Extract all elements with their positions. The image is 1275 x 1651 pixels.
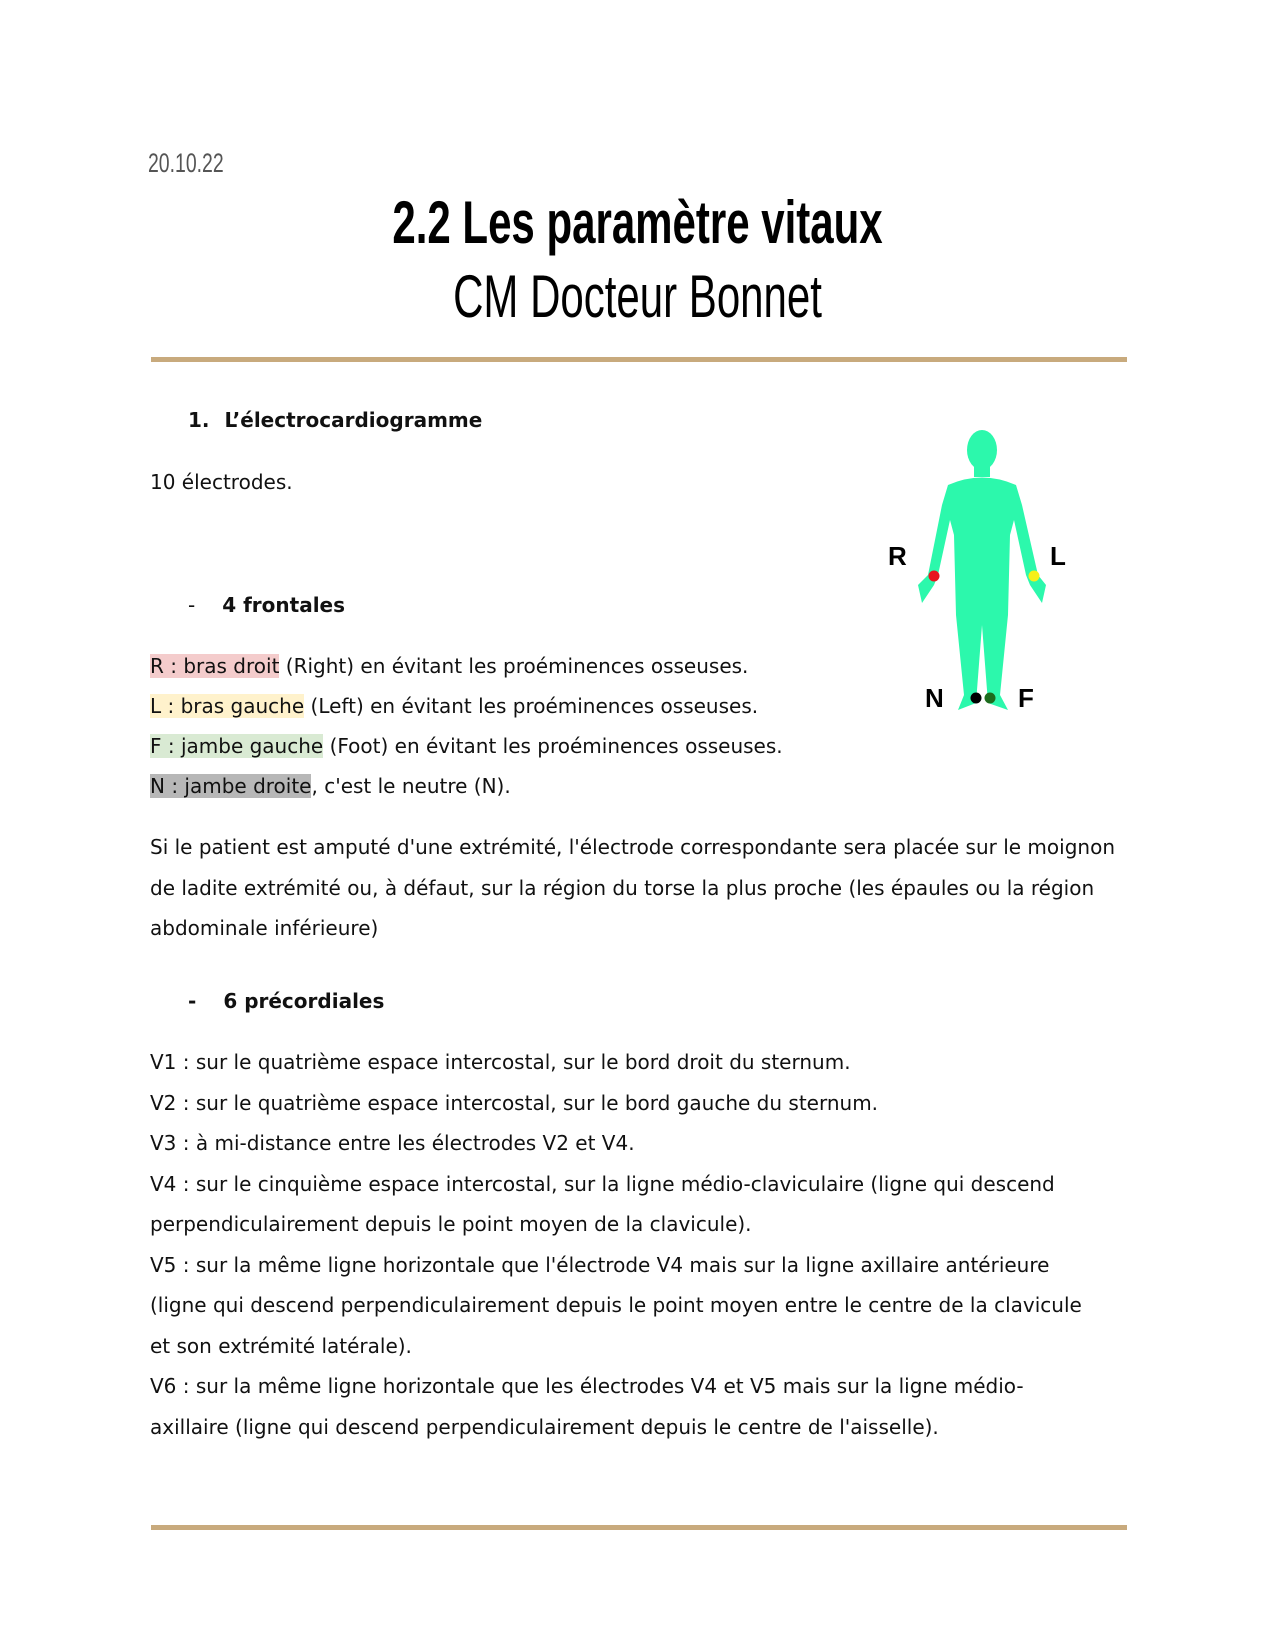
intro-text: 10 électrodes.	[150, 470, 293, 494]
frontales-heading: - 4 frontales	[188, 593, 346, 617]
electrode-l-dot	[1029, 571, 1040, 582]
label-n: N	[925, 683, 944, 713]
precordiales-heading: - 6 précordiales	[188, 989, 385, 1013]
label-r: R	[888, 541, 907, 571]
list-item-v5: V5 : sur la même ligne horizontale que l'électrode V4 mais sur la ligne axillaire antérieure (ligne qui descend perpendiculairement depuis le point moyen entre le centre de la clavicule et son extrémité latérale).	[150, 1252, 1082, 1358]
page-subtitle: CM Docteur Bonnet	[453, 263, 822, 330]
electrode-l: L : bras gauche (Left) en évitant les proéminences osseuses.	[150, 694, 759, 718]
page-title: 2.2 Les paramètre vitaux	[392, 189, 883, 256]
label-l: L	[1050, 541, 1066, 571]
amputation-note: Si le patient est amputé d'une extrémité, l'électrode correspondante sera placée sur le moignon de ladite extrémité ou, à défaut, sur la région du torse la plus proche (les épaules ou la région abdominale inférieure)	[150, 835, 1115, 940]
electrode-r: R : bras droit (Right) en évitant les proéminences osseuses.	[150, 654, 749, 678]
list-item-v4: V4 : sur le cinquième espace intercostal, sur la ligne médio-claviculaire (ligne qui descend perpendiculairement depuis le point moyen de la clavicule).	[150, 1171, 1055, 1236]
body-silhouette	[918, 430, 1046, 710]
body-electrode-diagram	[870, 425, 1070, 735]
section-heading: 1. L’électrocardiogramme	[188, 408, 483, 432]
electrode-r-dot	[929, 571, 940, 582]
list-item-v2: V2 : sur le quatrième espace intercostal, sur le bord gauche du sternum.	[150, 1090, 879, 1115]
divider-bottom	[151, 1525, 1127, 1530]
date: 20.10.22	[148, 148, 224, 178]
electrode-f-dot	[985, 693, 996, 704]
electrode-f: F : jambe gauche (Foot) en évitant les proéminences osseuses.	[150, 734, 783, 758]
electrode-n: N : jambe droite, c'est le neutre (N).	[150, 774, 511, 798]
list-item-v3: V3 : à mi-distance entre les électrodes V2 et V4.	[150, 1131, 635, 1155]
divider-top	[151, 357, 1127, 362]
electrode-n-dot	[971, 693, 982, 704]
precordiales-list	[150, 1042, 1090, 1447]
list-item-v1: V1 : sur le quatrième espace intercostal, sur le bord droit du sternum.	[150, 1050, 851, 1074]
list-item-v6: V6 : sur la même ligne horizontale que les électrodes V4 et V5 mais sur la ligne médio-axillaire (ligne qui descend perpendiculairement depuis le centre de l'aisselle).	[150, 1374, 1024, 1439]
label-f: F	[1018, 683, 1034, 713]
